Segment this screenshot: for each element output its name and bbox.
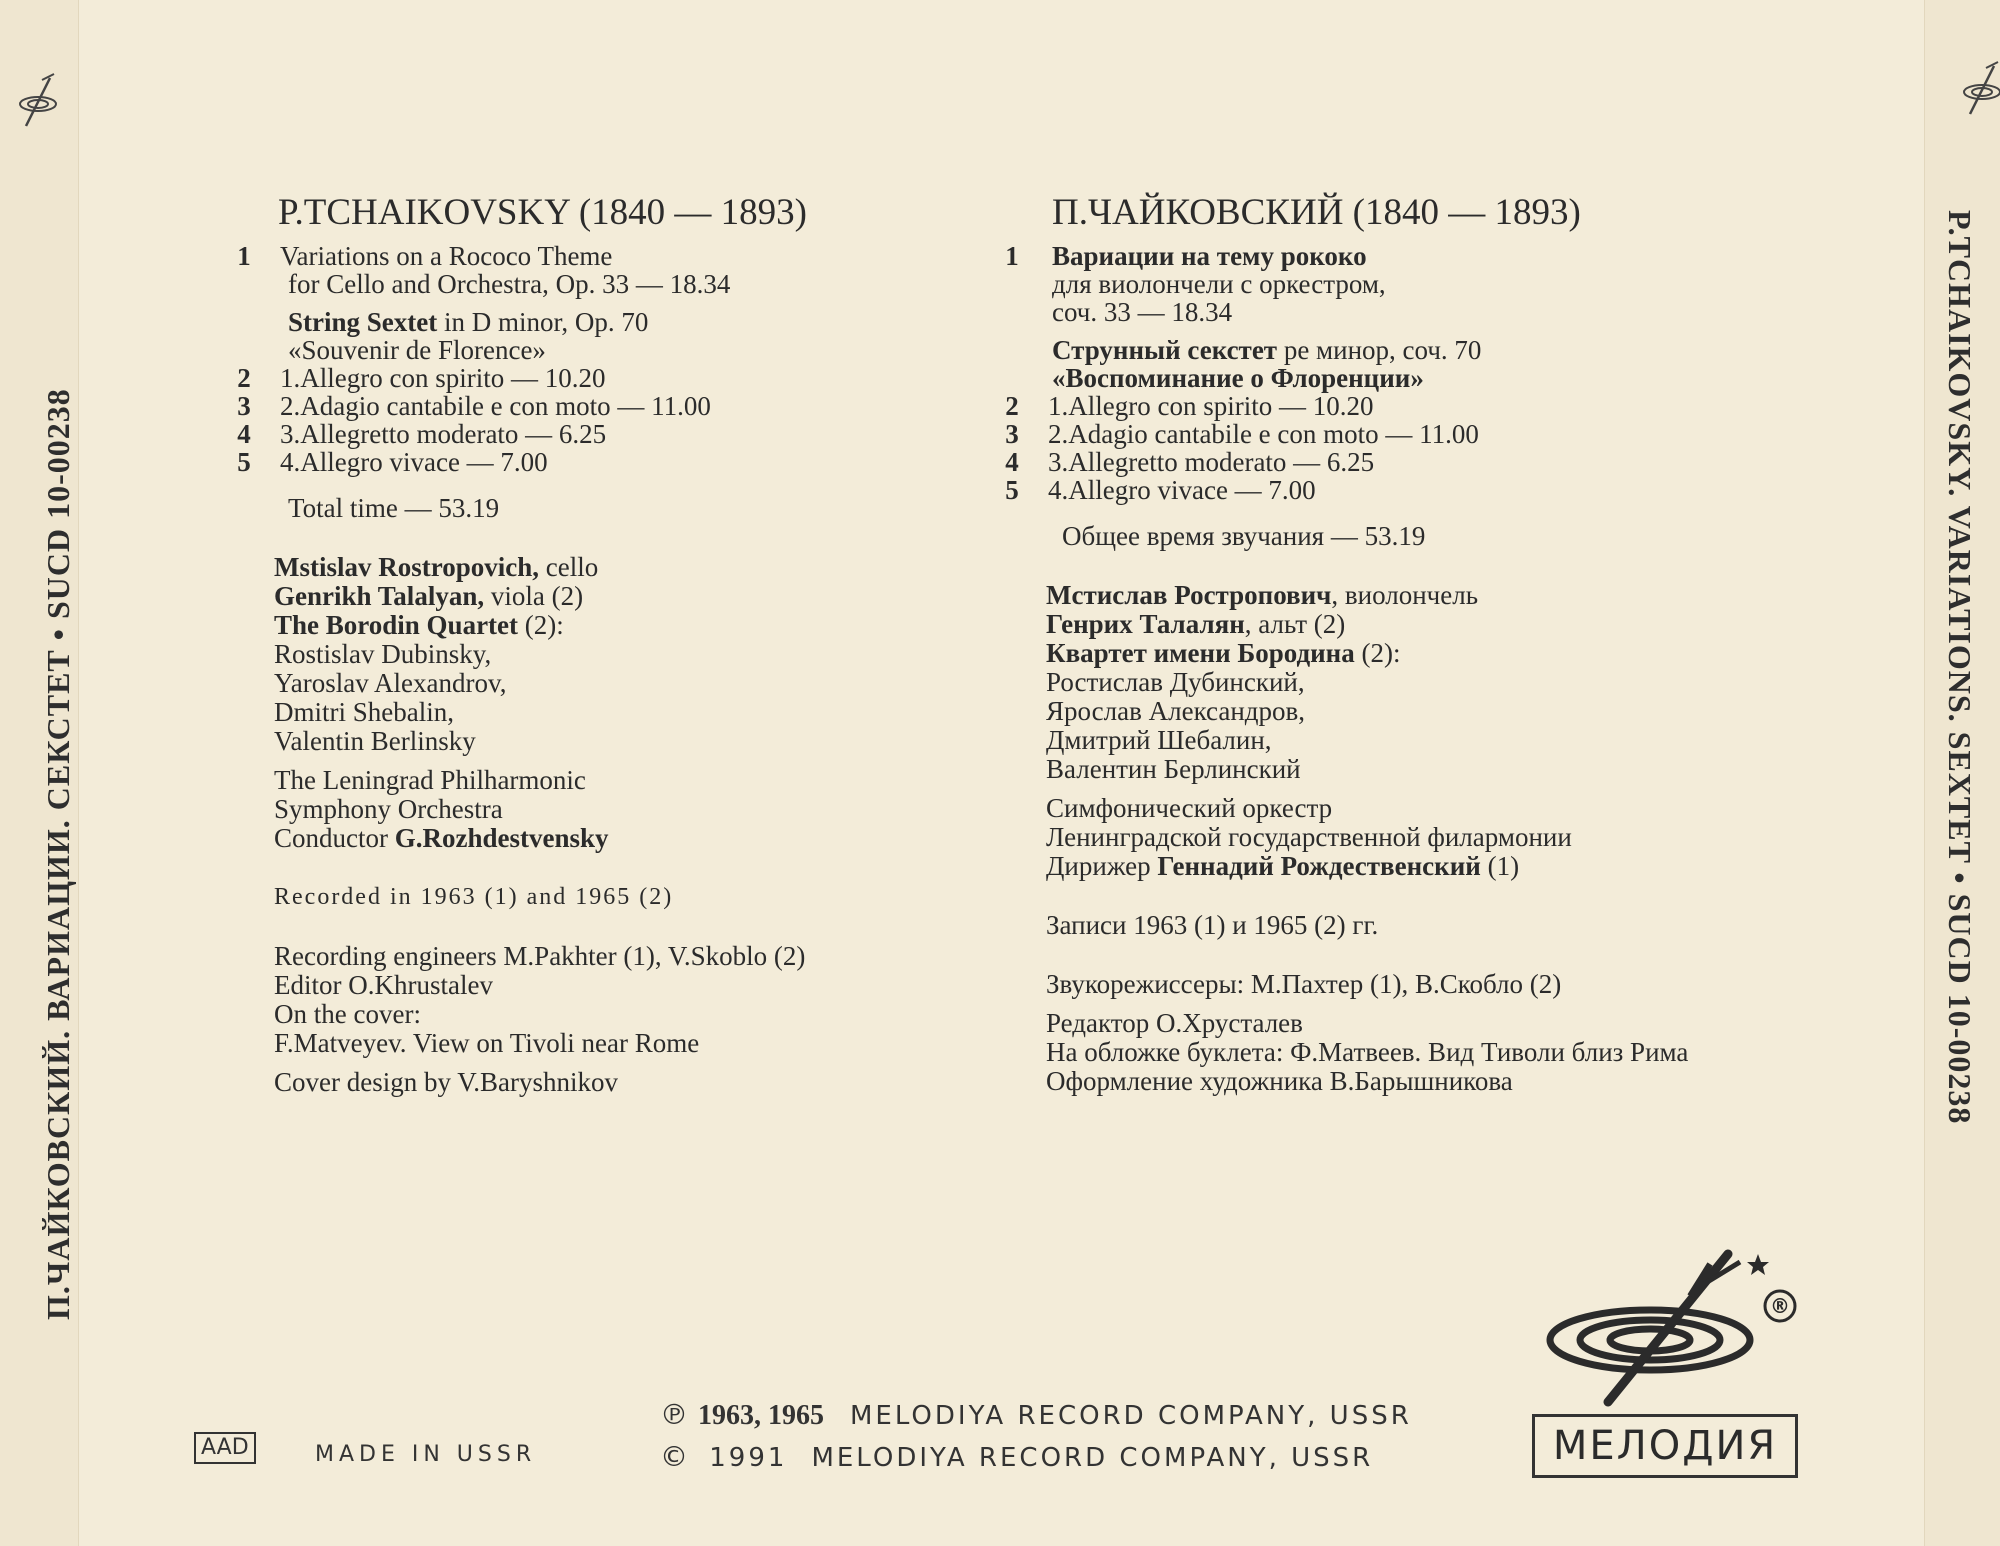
copyright-company: MELODIYA RECORD COMPANY, USSR	[811, 1443, 1374, 1473]
melodiya-logo-icon	[1540, 1240, 1800, 1410]
track-title: 4.Allegro vivace — 7.00	[280, 447, 548, 477]
work-name: String Sextet	[288, 307, 438, 337]
conductor-name: Геннадий Рождественский	[1157, 851, 1481, 881]
performer-role: , виолончель	[1331, 580, 1479, 610]
performers	[1000, 581, 1900, 1096]
performer-role: cello	[539, 552, 599, 582]
melodiya-wordmark: МЕЛОДИЯ	[1532, 1414, 1798, 1478]
conductor-name: G.Rozhdestvensky	[394, 823, 609, 853]
track-3	[1000, 420, 1900, 448]
credits-line: Cover design by V.Baryshnikov	[274, 1067, 618, 1097]
right-fold-line	[1924, 0, 1925, 1546]
track-title: 2.Adagio cantabile e con moto — 11.00	[280, 391, 711, 421]
track-number: 2	[237, 363, 251, 393]
track-title: 3.Allegretto moderato — 6.25	[280, 419, 607, 449]
left-fold-line	[78, 0, 79, 1546]
work-key: in D minor, Op. 70	[437, 307, 649, 337]
track-number: 4	[1005, 447, 1019, 477]
quartet-member: Valentin Berlinsky	[274, 726, 476, 756]
conductor-suffix: (1)	[1480, 851, 1520, 881]
copyright-line	[660, 1440, 1412, 1482]
credits-line: On the cover:	[274, 999, 421, 1029]
total-time: Total time — 53.19	[288, 493, 500, 523]
track-number: 4	[237, 419, 251, 449]
credits-line: Editor O.Khrustalev	[274, 970, 493, 1000]
orchestra-line: Симфонический оркестр	[1046, 793, 1333, 823]
conductor-line	[1046, 852, 1900, 881]
credits-line: F.Matveyev. View on Tivoli near Rome	[274, 1028, 700, 1058]
quartet-member: Rostislav Dubinsky,	[274, 639, 492, 669]
recording-dates: Записи 1963 (1) и 1965 (2) гг.	[1046, 910, 1379, 940]
composer-title: P.TCHAIKOVSKY (1840 — 1893)	[278, 192, 807, 233]
work-heading	[232, 308, 972, 336]
copyright-year: 1991	[709, 1443, 788, 1473]
performers	[232, 553, 972, 1097]
phonogram-line	[660, 1398, 1412, 1440]
made-in-label: MADE IN USSR	[315, 1442, 537, 1467]
track-title: Вариации на тему рококо	[1052, 241, 1367, 271]
credits-line: Оформление художника В.Барышникова	[1046, 1066, 1513, 1096]
conductor-line	[274, 824, 972, 853]
right-spine-title: P.TCHAIKOVSKY. VARIATIONS. SEXTET • SUCD 10-00238	[1942, 210, 1978, 1125]
orchestra-line: Ленинградской государственной филармонии	[1046, 822, 1572, 852]
performer-role: , альт (2)	[1244, 609, 1346, 639]
melodiya-small-logo-icon	[1960, 58, 2000, 118]
performer-line	[274, 582, 972, 611]
conductor-label: Дирижер	[1046, 851, 1158, 881]
track-4	[232, 420, 972, 448]
performer-name: Genrikh Talalyan,	[274, 581, 485, 611]
work-name: Струнный секстет	[1052, 335, 1278, 365]
orchestra-line: The Leningrad Philharmonic	[274, 765, 586, 795]
track-5	[1000, 476, 1900, 504]
performer-line	[1046, 581, 1900, 610]
performer-line	[274, 553, 972, 582]
track-number: 3	[237, 391, 251, 421]
track-title-line2: для виолончели с оркестром,	[1052, 269, 1386, 299]
recording-dates: Recorded in 1963 (1) and 1965 (2)	[274, 884, 674, 910]
quartet-member: Валентин Берлинский	[1046, 754, 1301, 784]
track-title: Variations on a Rococo Theme	[280, 241, 613, 271]
quartet-member: Dmitri Shebalin,	[274, 697, 454, 727]
track-title: 4.Allegro vivace — 7.00	[1048, 475, 1316, 505]
track-2	[1000, 392, 1900, 420]
track-1	[1000, 242, 1900, 270]
credits-line: Редактор О.Хрусталев	[1046, 1008, 1303, 1038]
credits-line: Recording engineers M.Pakhter (1), V.Skoblo (2)	[274, 941, 806, 971]
track-1-continuation	[1000, 270, 1900, 298]
quartet-member: Ростислав Дубинский,	[1046, 667, 1305, 697]
melodiya-small-logo-icon	[16, 70, 60, 130]
track-number: 5	[237, 447, 251, 477]
performer-name: Mstislav Rostropovich,	[274, 552, 540, 582]
track-title-line3: соч. 33 — 18.34	[1052, 297, 1233, 327]
performer-line	[274, 611, 972, 640]
track-1-continuation	[232, 270, 972, 298]
performer-role: (2):	[1354, 638, 1401, 668]
credits-line: Звукорежиссеры: М.Пахтер (1), В.Скобло (2)	[1046, 969, 1562, 999]
work-subtitle-text: «Воспоминание о Флоренции»	[1052, 363, 1424, 393]
work-subtitle	[232, 336, 972, 364]
copyright-symbol: ©	[660, 1440, 688, 1473]
credits-line: На обложке буклета: Ф.Матвеев. Вид Тиволи близ Рима	[1046, 1037, 1689, 1067]
english-column	[232, 190, 972, 1097]
registered-mark: ®	[1770, 1294, 1790, 1318]
phonogram-symbol: ℗	[660, 1398, 688, 1431]
performer-role: (2):	[518, 610, 564, 640]
total-time: Общее время звучания — 53.19	[1062, 521, 1426, 551]
track-title-line2: for Cello and Orchestra, Op. 33 — 18.34	[288, 269, 731, 299]
quartet-member: Ярослав Александров,	[1046, 696, 1306, 726]
track-5	[232, 448, 972, 476]
track-2	[232, 364, 972, 392]
performer-name: Генрих Талалян	[1046, 609, 1245, 639]
track-number: 1	[237, 241, 251, 271]
track-number: 1	[1005, 241, 1019, 271]
track-title: 1.Allegro con spirito — 10.20	[1048, 391, 1374, 421]
track-title: 1.Allegro con spirito — 10.20	[280, 363, 606, 393]
track-1-continuation	[1000, 298, 1900, 326]
performer-role: viola (2)	[484, 581, 584, 611]
work-key: ре минор, соч. 70	[1277, 335, 1482, 365]
work-subtitle	[1000, 364, 1900, 392]
orchestra-line: Symphony Orchestra	[274, 794, 503, 824]
left-spine-title: П.ЧАЙКОВСКИЙ. ВАРИАЦИИ. СЕКСТЕТ • SUCD 10-00238	[40, 388, 76, 1320]
composer-title: П.ЧАЙКОВСКИЙ (1840 — 1893)	[1052, 192, 1581, 233]
copyright-block	[660, 1398, 1412, 1482]
work-heading	[1000, 336, 1900, 364]
phonogram-years: 1963, 1965	[698, 1400, 824, 1431]
russian-column	[1000, 190, 1900, 1096]
performer-name: The Borodin Quartet	[274, 610, 519, 640]
performer-name: Мстислав Ростропович	[1046, 580, 1332, 610]
aad-badge: AAD	[194, 1432, 256, 1464]
performer-name: Квартет имени Бородина	[1046, 638, 1355, 668]
performer-line	[1046, 610, 1900, 639]
quartet-member: Yaroslav Alexandrov,	[274, 668, 507, 698]
track-title: 3.Allegretto moderato — 6.25	[1048, 447, 1375, 477]
phonogram-company: MELODIYA RECORD COMPANY, USSR	[850, 1401, 1412, 1431]
track-number: 2	[1005, 391, 1019, 421]
track-title: 2.Adagio cantabile e con moto — 11.00	[1048, 419, 1479, 449]
performer-line	[1046, 639, 1900, 668]
quartet-member: Дмитрий Шебалин,	[1046, 725, 1272, 755]
track-3	[232, 392, 972, 420]
track-1	[232, 242, 972, 270]
conductor-label: Conductor	[274, 823, 395, 853]
track-number: 3	[1005, 419, 1019, 449]
track-number: 5	[1005, 475, 1019, 505]
track-4	[1000, 448, 1900, 476]
work-subtitle-text: «Souvenir de Florence»	[288, 335, 546, 365]
